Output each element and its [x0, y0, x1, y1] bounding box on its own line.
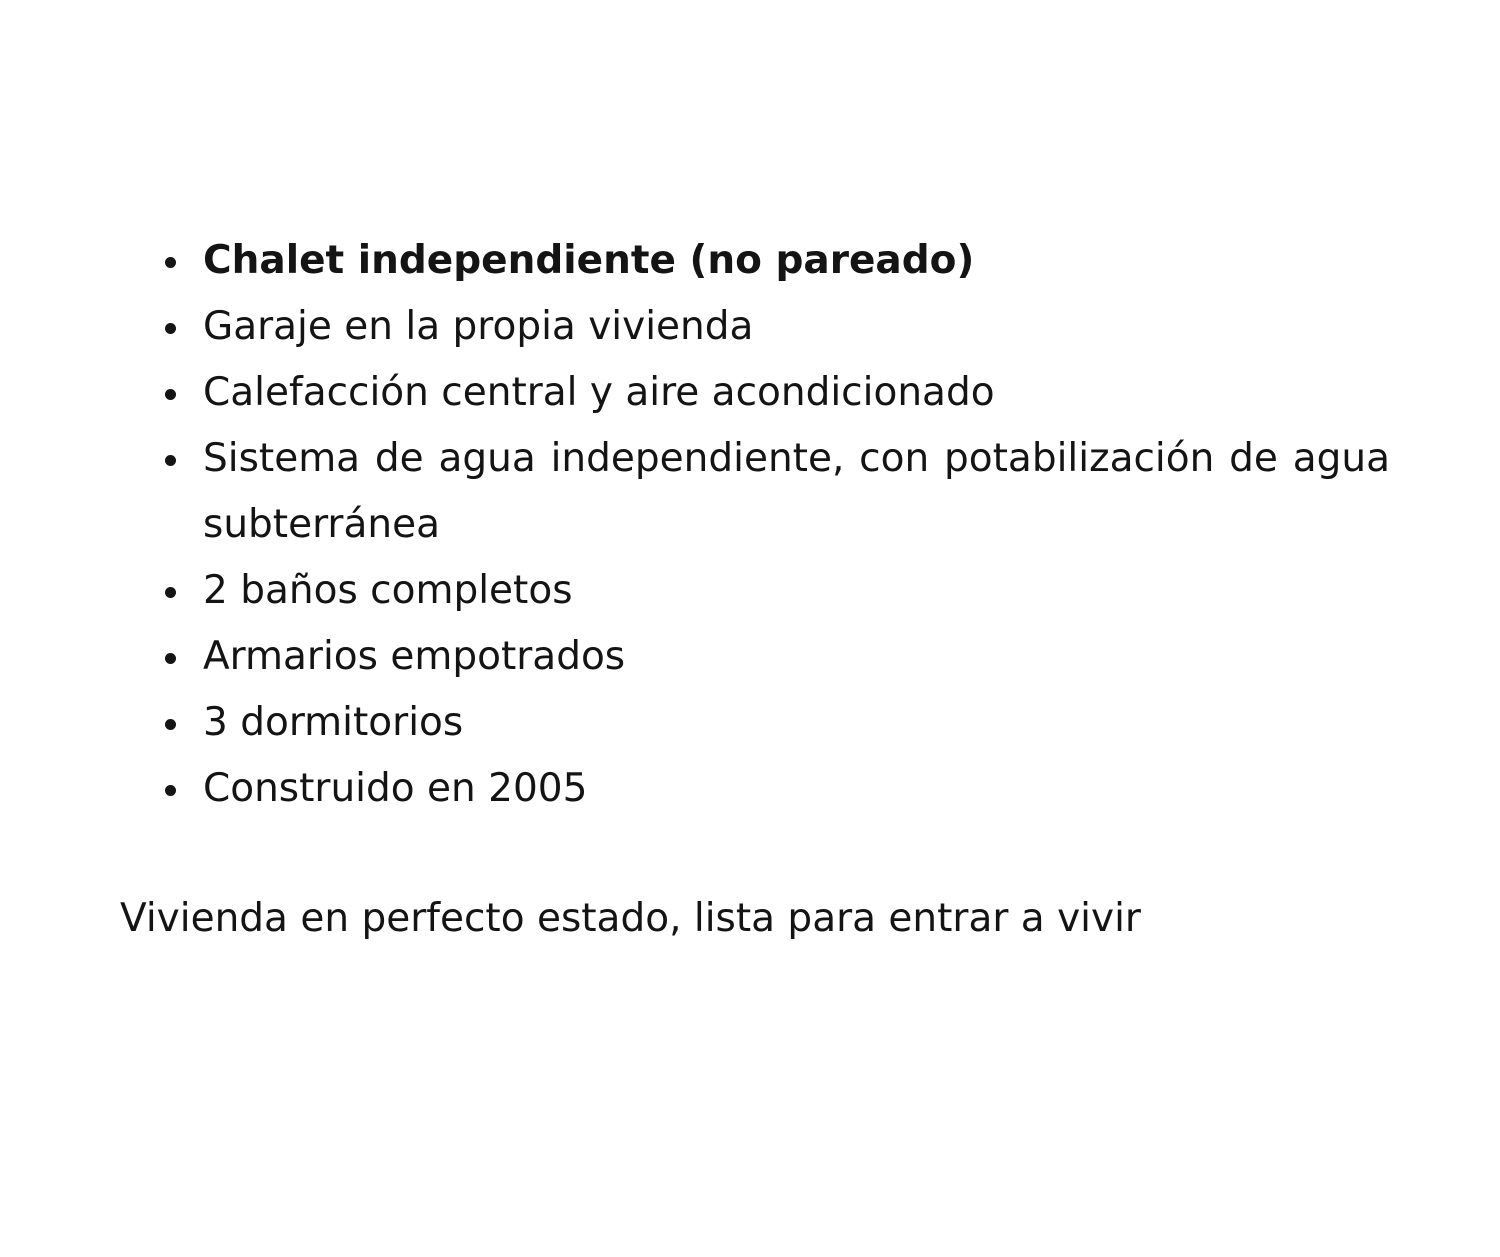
list-item	[120, 294, 1390, 360]
closing-paragraph: Vivienda en perfecto estado, lista para entrar a vivir	[120, 896, 1141, 941]
list-item-text: 3 dormitorios	[203, 700, 464, 745]
document-content	[120, 228, 1390, 989]
bullet-icon	[165, 228, 179, 294]
list-item-text: Construido en 2005	[203, 766, 588, 811]
list-item	[120, 360, 1390, 426]
bullet-icon	[165, 690, 179, 756]
list-item	[120, 558, 1390, 624]
bullet-icon	[165, 426, 179, 492]
bullet-icon	[165, 294, 179, 360]
list-item	[120, 426, 1390, 558]
list-item-text: Armarios empotrados	[203, 634, 626, 679]
bullet-icon	[165, 360, 179, 426]
list-item	[120, 624, 1390, 690]
list-item-text: Calefacción central y aire acondicionado	[203, 370, 995, 415]
bullet-icon	[165, 558, 179, 624]
bullet-icon	[165, 624, 179, 690]
list-item	[120, 690, 1390, 756]
list-item-text: Sistema de agua independiente, con potabilización de agua subterránea	[203, 436, 1390, 547]
list-item	[120, 228, 1390, 294]
list-item-text: 2 baños completos	[203, 568, 573, 613]
list-item-text: Garaje en la propia vivienda	[203, 304, 754, 349]
bullet-icon	[165, 756, 179, 822]
list-item-text: Chalet independiente (no pareado)	[203, 238, 975, 283]
feature-list	[120, 228, 1390, 822]
list-item	[120, 756, 1390, 822]
